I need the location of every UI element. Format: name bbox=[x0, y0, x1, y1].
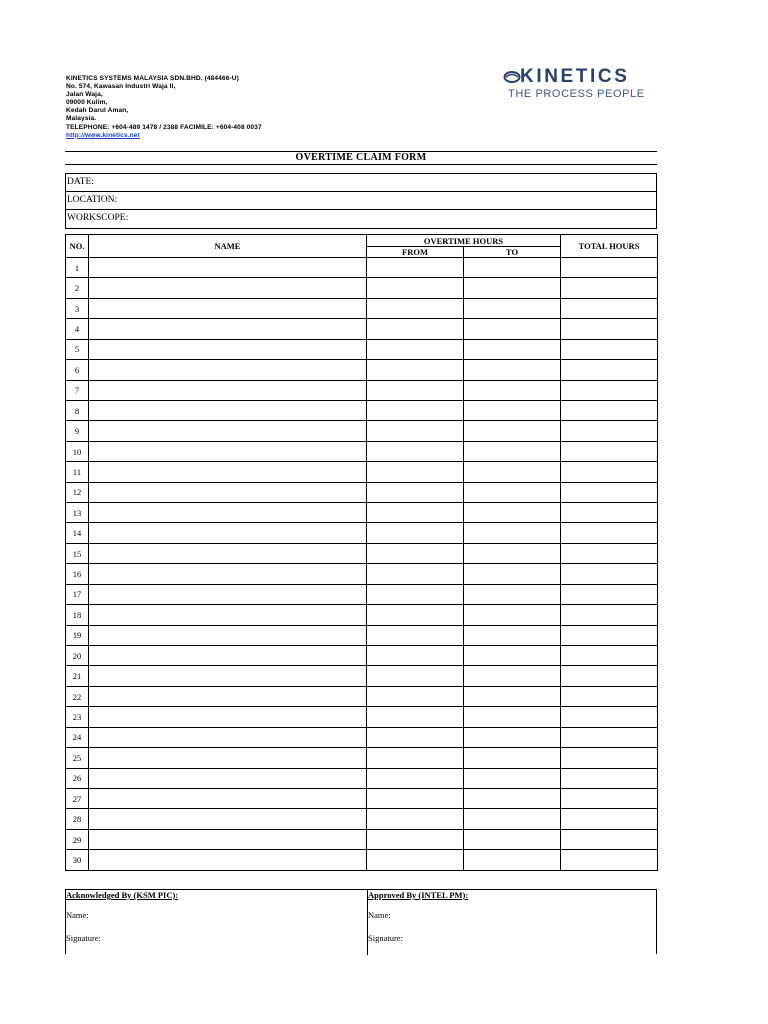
row-number: 17 bbox=[66, 584, 89, 604]
company-line: Jalan Waja, bbox=[66, 91, 103, 99]
to-cell[interactable] bbox=[464, 707, 561, 727]
logo-wordmark: KINETICS bbox=[520, 66, 630, 87]
name-cell[interactable] bbox=[89, 319, 367, 339]
table-row bbox=[66, 809, 658, 829]
from-cell[interactable] bbox=[367, 850, 464, 870]
company-line: Kedah Darul Aman, bbox=[66, 107, 129, 115]
total-hours-cell[interactable] bbox=[561, 646, 658, 666]
approve-signature-label[interactable]: Signature: bbox=[368, 933, 403, 943]
date-label: DATE: bbox=[67, 177, 94, 187]
name-cell[interactable] bbox=[89, 258, 367, 278]
total-hours-cell[interactable] bbox=[561, 748, 658, 768]
col-header-no: NO. bbox=[66, 235, 89, 258]
table-row bbox=[66, 605, 658, 625]
title-rule-bottom bbox=[65, 164, 657, 165]
row-number: 23 bbox=[66, 707, 89, 727]
row-number: 16 bbox=[66, 564, 89, 584]
date-field[interactable] bbox=[66, 174, 656, 192]
from-cell[interactable] bbox=[367, 380, 464, 400]
name-cell[interactable] bbox=[89, 462, 367, 482]
total-hours-cell[interactable] bbox=[561, 564, 658, 584]
from-cell[interactable] bbox=[367, 258, 464, 278]
to-cell[interactable] bbox=[464, 360, 561, 380]
total-hours-cell[interactable] bbox=[561, 421, 658, 441]
name-cell[interactable] bbox=[89, 727, 367, 747]
to-cell[interactable] bbox=[464, 503, 561, 523]
table-row bbox=[66, 319, 658, 339]
total-hours-cell[interactable] bbox=[561, 727, 658, 747]
table-row bbox=[66, 278, 658, 298]
to-cell[interactable] bbox=[464, 421, 561, 441]
from-cell[interactable] bbox=[367, 482, 464, 502]
total-hours-cell[interactable] bbox=[561, 298, 658, 318]
company-line: No. 574, Kawasan Industri Waja II, bbox=[66, 83, 176, 91]
total-hours-cell[interactable] bbox=[561, 768, 658, 788]
table-row bbox=[66, 339, 658, 359]
row-number: 27 bbox=[66, 788, 89, 808]
to-cell[interactable] bbox=[464, 605, 561, 625]
row-number: 2 bbox=[66, 278, 89, 298]
from-cell[interactable] bbox=[367, 543, 464, 563]
table-row bbox=[66, 360, 658, 380]
to-cell[interactable] bbox=[464, 809, 561, 829]
from-cell[interactable] bbox=[367, 462, 464, 482]
col-header-to: TO bbox=[464, 247, 561, 258]
table-row bbox=[66, 829, 658, 849]
name-cell[interactable] bbox=[89, 523, 367, 543]
total-hours-cell[interactable] bbox=[561, 319, 658, 339]
name-cell[interactable] bbox=[89, 380, 367, 400]
name-cell[interactable] bbox=[89, 707, 367, 727]
name-cell[interactable] bbox=[89, 605, 367, 625]
name-cell[interactable] bbox=[89, 809, 367, 829]
from-cell[interactable] bbox=[367, 727, 464, 747]
total-hours-cell[interactable] bbox=[561, 666, 658, 686]
total-hours-cell[interactable] bbox=[561, 788, 658, 808]
to-cell[interactable] bbox=[464, 339, 561, 359]
table-row bbox=[66, 258, 658, 278]
name-cell[interactable] bbox=[89, 564, 367, 584]
name-cell[interactable] bbox=[89, 850, 367, 870]
row-number: 11 bbox=[66, 462, 89, 482]
name-cell[interactable] bbox=[89, 278, 367, 298]
col-header-total: TOTAL HOURS bbox=[561, 235, 658, 258]
to-cell[interactable] bbox=[464, 441, 561, 461]
to-cell[interactable] bbox=[464, 584, 561, 604]
total-hours-cell[interactable] bbox=[561, 584, 658, 604]
to-cell[interactable] bbox=[464, 850, 561, 870]
from-cell[interactable] bbox=[367, 503, 464, 523]
to-cell[interactable] bbox=[464, 278, 561, 298]
from-cell[interactable] bbox=[367, 646, 464, 666]
to-cell[interactable] bbox=[464, 768, 561, 788]
table-row bbox=[66, 768, 658, 788]
company-address bbox=[66, 75, 262, 140]
form-info-box bbox=[65, 173, 657, 229]
row-number: 19 bbox=[66, 625, 89, 645]
row-number: 4 bbox=[66, 319, 89, 339]
name-cell[interactable] bbox=[89, 482, 367, 502]
from-cell[interactable] bbox=[367, 441, 464, 461]
row-number: 8 bbox=[66, 400, 89, 420]
from-cell[interactable] bbox=[367, 421, 464, 441]
total-hours-cell[interactable] bbox=[561, 278, 658, 298]
from-cell[interactable] bbox=[367, 605, 464, 625]
total-hours-cell[interactable] bbox=[561, 523, 658, 543]
from-cell[interactable] bbox=[367, 707, 464, 727]
col-header-overtime: OVERTIME HOURS bbox=[367, 235, 561, 247]
website-link[interactable]: http://www.kinetics.net bbox=[66, 131, 140, 139]
table-row bbox=[66, 523, 658, 543]
row-number: 7 bbox=[66, 380, 89, 400]
name-cell[interactable] bbox=[89, 441, 367, 461]
row-number: 28 bbox=[66, 809, 89, 829]
row-number: 26 bbox=[66, 768, 89, 788]
to-cell[interactable] bbox=[464, 258, 561, 278]
total-hours-cell[interactable] bbox=[561, 809, 658, 829]
table-row bbox=[66, 503, 658, 523]
from-cell[interactable] bbox=[367, 768, 464, 788]
to-cell[interactable] bbox=[464, 666, 561, 686]
total-hours-cell[interactable] bbox=[561, 686, 658, 706]
total-hours-cell[interactable] bbox=[561, 707, 658, 727]
table-row bbox=[66, 462, 658, 482]
row-number: 22 bbox=[66, 686, 89, 706]
col-header-name: NAME bbox=[89, 235, 367, 258]
to-cell[interactable] bbox=[464, 727, 561, 747]
to-cell[interactable] bbox=[464, 686, 561, 706]
row-number: 18 bbox=[66, 605, 89, 625]
from-cell[interactable] bbox=[367, 686, 464, 706]
col-header-from: FROM bbox=[367, 247, 464, 258]
total-hours-cell[interactable] bbox=[561, 482, 658, 502]
to-cell[interactable] bbox=[464, 319, 561, 339]
to-cell[interactable] bbox=[464, 400, 561, 420]
name-cell[interactable] bbox=[89, 666, 367, 686]
table-row bbox=[66, 298, 658, 318]
name-cell[interactable] bbox=[89, 829, 367, 849]
row-number: 6 bbox=[66, 360, 89, 380]
from-cell[interactable] bbox=[367, 809, 464, 829]
to-cell[interactable] bbox=[464, 543, 561, 563]
table-row bbox=[66, 421, 658, 441]
row-number: 20 bbox=[66, 646, 89, 666]
total-hours-cell[interactable] bbox=[561, 400, 658, 420]
table-row bbox=[66, 564, 658, 584]
table-row bbox=[66, 748, 658, 768]
name-cell[interactable] bbox=[89, 686, 367, 706]
table-row bbox=[66, 727, 658, 747]
table-row bbox=[66, 707, 658, 727]
from-cell[interactable] bbox=[367, 666, 464, 686]
name-cell[interactable] bbox=[89, 421, 367, 441]
table-row bbox=[66, 482, 658, 502]
acknowledged-by-label: Acknowledged By (KSM PIC): bbox=[66, 890, 179, 900]
workscope-field[interactable] bbox=[66, 210, 656, 228]
row-number: 9 bbox=[66, 421, 89, 441]
name-cell[interactable] bbox=[89, 625, 367, 645]
from-cell[interactable] bbox=[367, 748, 464, 768]
from-cell[interactable] bbox=[367, 625, 464, 645]
table-row bbox=[66, 543, 658, 563]
table-row bbox=[66, 380, 658, 400]
from-cell[interactable] bbox=[367, 319, 464, 339]
row-number: 10 bbox=[66, 441, 89, 461]
to-cell[interactable] bbox=[464, 646, 561, 666]
ack-name-label[interactable]: Name: bbox=[66, 910, 89, 920]
total-hours-cell[interactable] bbox=[561, 380, 658, 400]
from-cell[interactable] bbox=[367, 788, 464, 808]
company-line: Malaysia. bbox=[66, 115, 97, 123]
to-cell[interactable] bbox=[464, 748, 561, 768]
table-row bbox=[66, 441, 658, 461]
total-hours-cell[interactable] bbox=[561, 850, 658, 870]
total-hours-cell[interactable] bbox=[561, 339, 658, 359]
name-cell[interactable] bbox=[89, 298, 367, 318]
name-cell[interactable] bbox=[89, 360, 367, 380]
from-cell[interactable] bbox=[367, 564, 464, 584]
total-hours-cell[interactable] bbox=[561, 258, 658, 278]
company-line: 09000 Kulim, bbox=[66, 99, 108, 107]
location-field[interactable] bbox=[66, 192, 656, 210]
kinetics-logo bbox=[503, 66, 653, 102]
to-cell[interactable] bbox=[464, 523, 561, 543]
total-hours-cell[interactable] bbox=[561, 462, 658, 482]
row-number: 25 bbox=[66, 748, 89, 768]
table-row bbox=[66, 666, 658, 686]
location-label: LOCATION: bbox=[67, 195, 118, 205]
total-hours-cell[interactable] bbox=[561, 360, 658, 380]
name-cell[interactable] bbox=[89, 768, 367, 788]
name-cell[interactable] bbox=[89, 748, 367, 768]
table-row bbox=[66, 686, 658, 706]
ack-signature-label[interactable]: Signature: bbox=[66, 933, 101, 943]
row-number: 13 bbox=[66, 503, 89, 523]
table-row bbox=[66, 400, 658, 420]
to-cell[interactable] bbox=[464, 380, 561, 400]
table-row bbox=[66, 850, 658, 870]
from-cell[interactable] bbox=[367, 360, 464, 380]
kinetics-swirl-icon bbox=[503, 68, 521, 86]
row-number: 3 bbox=[66, 298, 89, 318]
approved-by-label: Approved By (INTEL PM): bbox=[368, 890, 469, 900]
total-hours-cell[interactable] bbox=[561, 543, 658, 563]
name-cell[interactable] bbox=[89, 584, 367, 604]
row-number: 14 bbox=[66, 523, 89, 543]
row-number: 24 bbox=[66, 727, 89, 747]
approve-name-label[interactable]: Name: bbox=[368, 910, 391, 920]
to-cell[interactable] bbox=[464, 564, 561, 584]
total-hours-cell[interactable] bbox=[561, 625, 658, 645]
company-line: TELEPHONE: +604-489 1478 / 2388 FACIMILE: +604-408 0037 bbox=[66, 123, 262, 131]
from-cell[interactable] bbox=[367, 584, 464, 604]
signoff-box bbox=[65, 889, 657, 954]
from-cell[interactable] bbox=[367, 400, 464, 420]
to-cell[interactable] bbox=[464, 788, 561, 808]
table-row bbox=[66, 788, 658, 808]
row-number: 12 bbox=[66, 482, 89, 502]
name-cell[interactable] bbox=[89, 400, 367, 420]
workscope-label: WORKSCOPE: bbox=[67, 213, 129, 223]
to-cell[interactable] bbox=[464, 482, 561, 502]
overtime-table bbox=[65, 234, 658, 871]
to-cell[interactable] bbox=[464, 625, 561, 645]
company-line: KINETICS SYSTEMS MALAYSIA SDN.BHD. (484466-U) bbox=[66, 75, 239, 82]
from-cell[interactable] bbox=[367, 298, 464, 318]
to-cell[interactable] bbox=[464, 462, 561, 482]
name-cell[interactable] bbox=[89, 543, 367, 563]
row-number: 29 bbox=[66, 829, 89, 849]
row-number: 30 bbox=[66, 850, 89, 870]
name-cell[interactable] bbox=[89, 503, 367, 523]
table-row bbox=[66, 584, 658, 604]
from-cell[interactable] bbox=[367, 278, 464, 298]
to-cell[interactable] bbox=[464, 298, 561, 318]
name-cell[interactable] bbox=[89, 646, 367, 666]
to-cell[interactable] bbox=[464, 829, 561, 849]
from-cell[interactable] bbox=[367, 829, 464, 849]
row-number: 5 bbox=[66, 339, 89, 359]
from-cell[interactable] bbox=[367, 339, 464, 359]
total-hours-cell[interactable] bbox=[561, 829, 658, 849]
name-cell[interactable] bbox=[89, 339, 367, 359]
total-hours-cell[interactable] bbox=[561, 503, 658, 523]
total-hours-cell[interactable] bbox=[561, 441, 658, 461]
table-row bbox=[66, 625, 658, 645]
row-number: 1 bbox=[66, 258, 89, 278]
row-number: 15 bbox=[66, 543, 89, 563]
form-title: OVERTIME CLAIM FORM bbox=[295, 152, 427, 163]
name-cell[interactable] bbox=[89, 788, 367, 808]
row-number: 21 bbox=[66, 666, 89, 686]
from-cell[interactable] bbox=[367, 523, 464, 543]
total-hours-cell[interactable] bbox=[561, 605, 658, 625]
logo-tagline: THE PROCESS PEOPLE bbox=[508, 88, 645, 100]
table-row bbox=[66, 646, 658, 666]
